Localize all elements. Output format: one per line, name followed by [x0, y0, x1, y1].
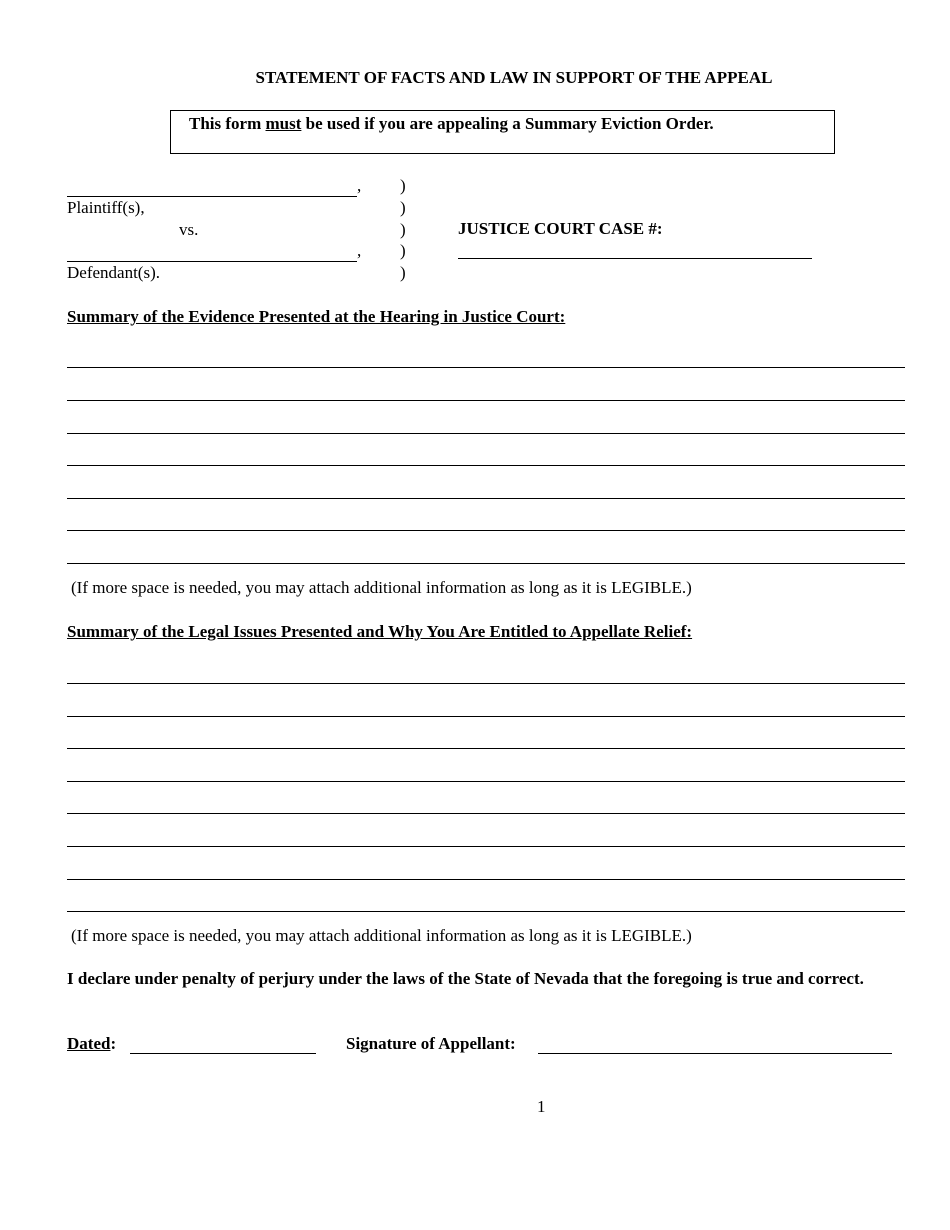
legal-issues-heading: Summary of the Legal Issues Presented and Why You Are Entitled to Appellate Relief: [67, 622, 693, 641]
evidence-line[interactable] [67, 530, 905, 531]
legal-issues-line[interactable] [67, 781, 905, 782]
notice-box [170, 110, 835, 154]
defendant-name-field[interactable]: , [67, 241, 361, 262]
plaintiff-label: Plaintiff(s), [67, 198, 145, 217]
evidence-line[interactable] [67, 433, 905, 434]
date-field[interactable] [130, 1033, 316, 1054]
legal-issues-line[interactable] [67, 911, 905, 912]
legal-issues-line[interactable] [67, 748, 905, 749]
notice-emphasis: must [265, 114, 302, 133]
form-title: STATEMENT OF FACTS AND LAW IN SUPPORT OF THE APPEAL [255, 68, 773, 87]
case-number-field[interactable] [458, 258, 812, 259]
legal-issues-line[interactable] [67, 813, 905, 814]
page-number: 1 [537, 1097, 546, 1116]
caption-paren: ) [400, 220, 406, 239]
dated-label: Dated: [67, 1034, 117, 1053]
legal-issues-line[interactable] [67, 716, 905, 717]
evidence-heading: Summary of the Evidence Presented at the Hearing in Justice Court: [67, 307, 566, 326]
plaintiff-name-field[interactable]: , [67, 176, 361, 197]
vs-label: vs. [179, 220, 199, 239]
evidence-line[interactable] [67, 367, 905, 368]
plaintiff-name-blank[interactable] [67, 176, 357, 197]
defendant-name-blank[interactable] [67, 241, 357, 262]
signature-field[interactable] [538, 1033, 892, 1054]
caption-paren: ) [400, 198, 406, 217]
evidence-space-note: (If more space is needed, you may attach additional information as long as it is LEGIBLE.) [71, 578, 692, 597]
legal-issues-line[interactable] [67, 683, 905, 684]
perjury-declaration: I declare under penalty of perjury under the laws of the State of Nevada that the foregoing is true and correct. [67, 969, 864, 988]
legal-issues-line[interactable] [67, 846, 905, 847]
caption-paren: ) [400, 263, 406, 282]
evidence-line[interactable] [67, 465, 905, 466]
evidence-line[interactable] [67, 563, 905, 564]
legal-issues-line[interactable] [67, 879, 905, 880]
evidence-line[interactable] [67, 498, 905, 499]
evidence-line[interactable] [67, 400, 905, 401]
notice-text: This form must be used if you are appealing a Summary Eviction Order. [189, 114, 714, 133]
caption-paren: ) [400, 176, 406, 195]
signature-label: Signature of Appellant: [346, 1034, 516, 1053]
defendant-label: Defendant(s). [67, 263, 160, 282]
case-number-label: JUSTICE COURT CASE #: [458, 219, 663, 238]
legal-issues-space-note: (If more space is needed, you may attach additional information as long as it is LEGIBLE.) [71, 926, 692, 945]
caption-paren: ) [400, 241, 406, 260]
